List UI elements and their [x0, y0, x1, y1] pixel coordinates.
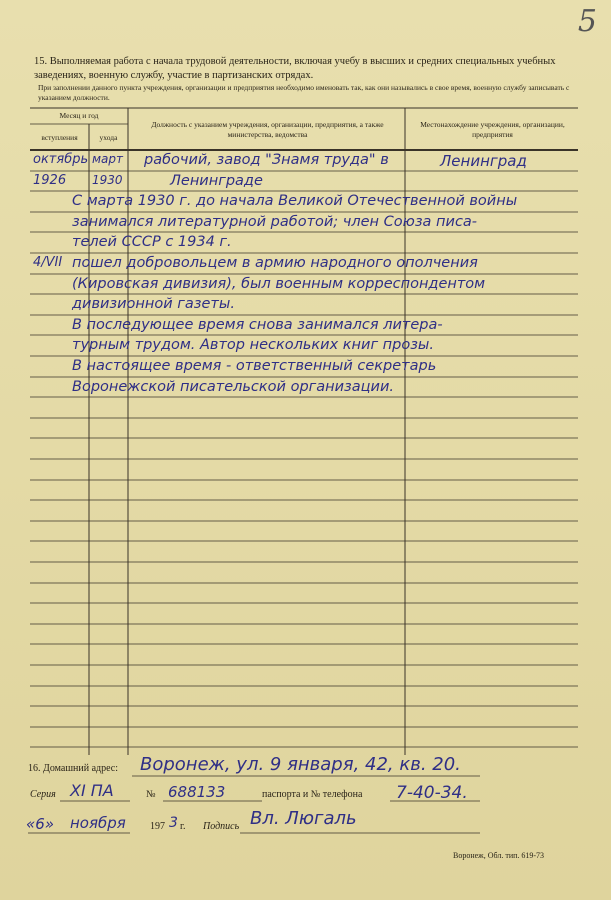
- row-text: Ленинграде: [170, 172, 263, 189]
- sign-year-label: г.: [180, 821, 186, 832]
- row-text: рабочий, завод "Знамя труда" в: [144, 152, 389, 168]
- sign-label: Подпись: [203, 821, 240, 832]
- section15-note: При заполнении данного пункта учреждения, организации и предприятия необходимо именовать так, как они назывались в свое время, военную службу записывать с указанием должности.: [38, 83, 570, 102]
- series-label: Серия: [30, 789, 56, 800]
- col-location-header: Местонахождение учреждения, организации, предприятия: [420, 120, 565, 139]
- sign-month: ноября: [70, 814, 126, 832]
- series-value: XI ПА: [70, 781, 114, 800]
- row-text: В последующее время снова занимался литера-: [72, 316, 443, 333]
- number-value: 688133: [168, 783, 226, 801]
- col-position-header: Должность с указанием учреждения, организации, предприятия, а также министерства, ведомства: [151, 120, 384, 139]
- col-exit-header: ухода: [99, 133, 118, 142]
- row-text: дивизионной газеты.: [72, 296, 235, 313]
- page-number: 5: [577, 4, 597, 39]
- row-text: пошел добровольцем в армию народного ополчения: [72, 255, 478, 271]
- row-entry: 1926: [33, 172, 67, 188]
- col-entry-header: вступления: [41, 133, 78, 142]
- row-exit: март: [92, 152, 124, 166]
- number-label: №: [146, 789, 156, 800]
- sign-year-prefix: 197: [150, 821, 165, 832]
- row-entry: октябрь: [33, 152, 89, 167]
- row-text: В настоящее время - ответственный секретарь: [72, 358, 437, 374]
- row-text: турным трудом. Автор нескольких книг прозы.: [72, 337, 434, 354]
- sign-day: «6»: [26, 815, 55, 833]
- row-text: телей СССР с 1934 г.: [72, 234, 232, 251]
- row-text: занимался литературной работой; член Союза писа-: [72, 213, 478, 230]
- col-month-year-header: Месяц и год: [59, 111, 99, 120]
- row-loc: Ленинград: [440, 152, 527, 170]
- section15-title: 15. Выполняемая работа с начала трудовой деятельности, включая учебу в высших и средних специальных учебных заведениях, военную службу, участие в партизанских отрядах.: [34, 56, 556, 81]
- sign-year-suffix: 3: [169, 815, 178, 831]
- row-text: (Кировская дивизия), был военным корреспондентом: [72, 275, 486, 292]
- phone-label: паспорта и № телефона: [262, 789, 363, 800]
- address-value: Воронеж, ул. 9 января, 42, кв. 20.: [140, 754, 461, 775]
- phone-value: 7-40-34.: [396, 783, 468, 803]
- signature-value: Вл. Люгаль: [250, 808, 357, 829]
- print-imprint: Воронеж, Обл. тип. 619-73: [453, 851, 545, 860]
- row-entry: 4/VII: [33, 255, 63, 270]
- row-text: Воронежской писательской организации.: [72, 378, 394, 395]
- row-text: С марта 1930 г. до начала Великой Отечественной войны: [72, 193, 518, 210]
- address-label: 16. Домашний адрес:: [28, 763, 119, 774]
- row-exit: 1930: [92, 172, 123, 187]
